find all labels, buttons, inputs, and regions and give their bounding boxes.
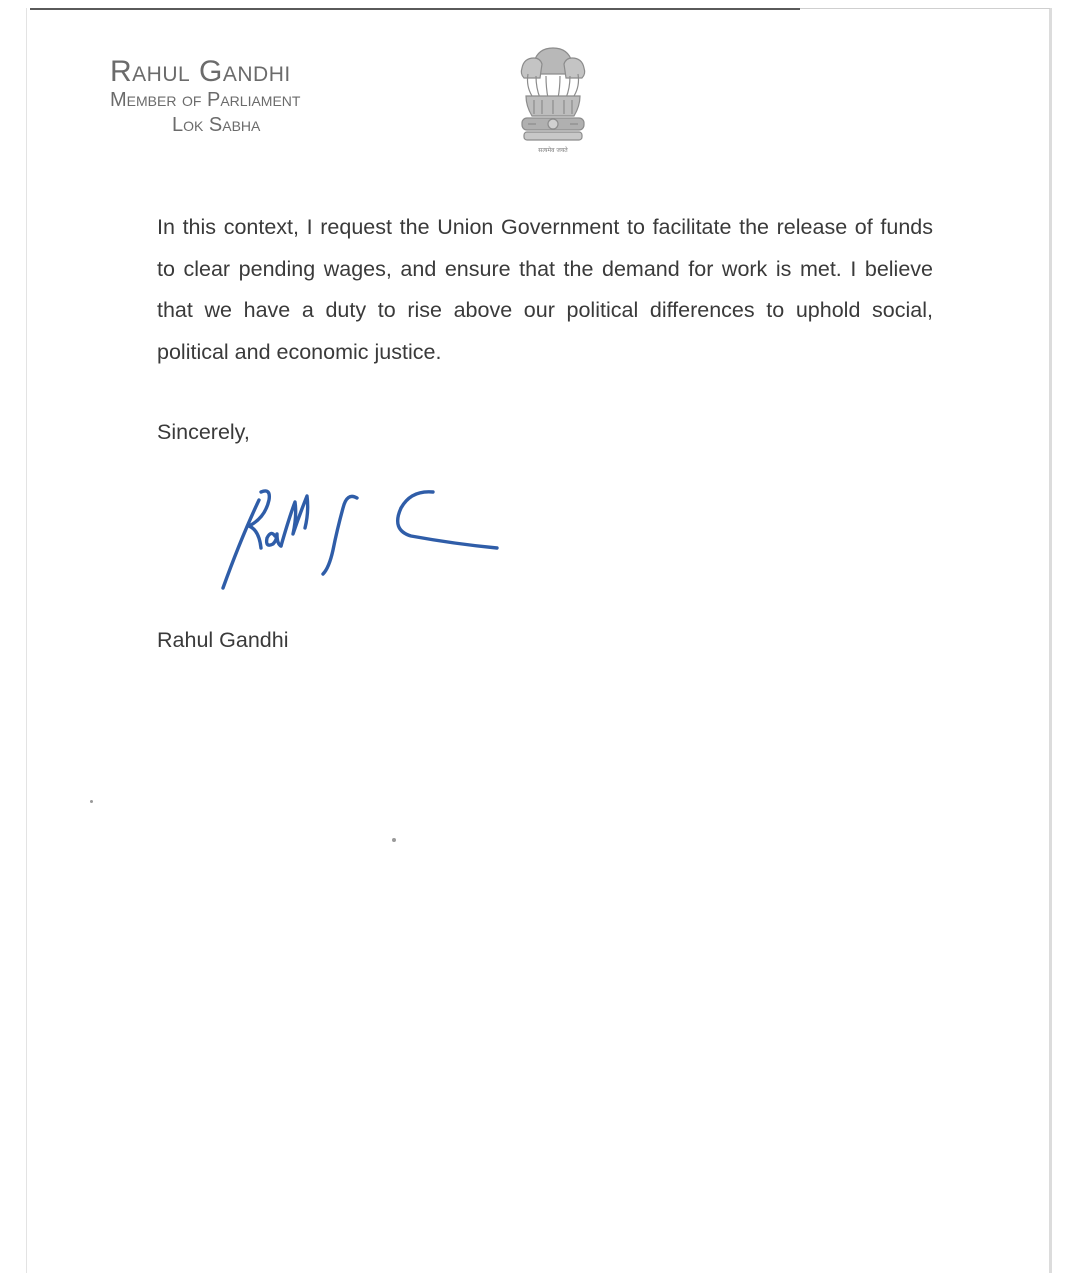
emblem-motto: सत्यमेव जयते: [538, 147, 568, 154]
letterhead-house: Lok Sabha: [172, 114, 261, 136]
letter-closing: Sincerely,: [157, 420, 250, 444]
national-emblem-icon: [512, 40, 594, 158]
scan-speck: [392, 838, 396, 842]
page-top-edge: [30, 8, 800, 10]
letterhead-name: Rahul Gandhi: [110, 55, 291, 88]
page-top-edge-fade: [800, 8, 1050, 9]
letterhead: [110, 56, 350, 138]
scan-speck: [90, 800, 93, 803]
signatory-name: Rahul Gandhi: [157, 628, 289, 652]
letter-body-paragraph: In this context, I request the Union Government to facilitate the release of funds to clear pending wages, and ensure that the demand for work is met. I believe that we have a duty to rise above our political differences to uphold social, political and economic justice.: [157, 215, 933, 364]
handwritten-signature: [215, 478, 515, 603]
letterhead-title: Member of Parliament: [110, 89, 301, 111]
